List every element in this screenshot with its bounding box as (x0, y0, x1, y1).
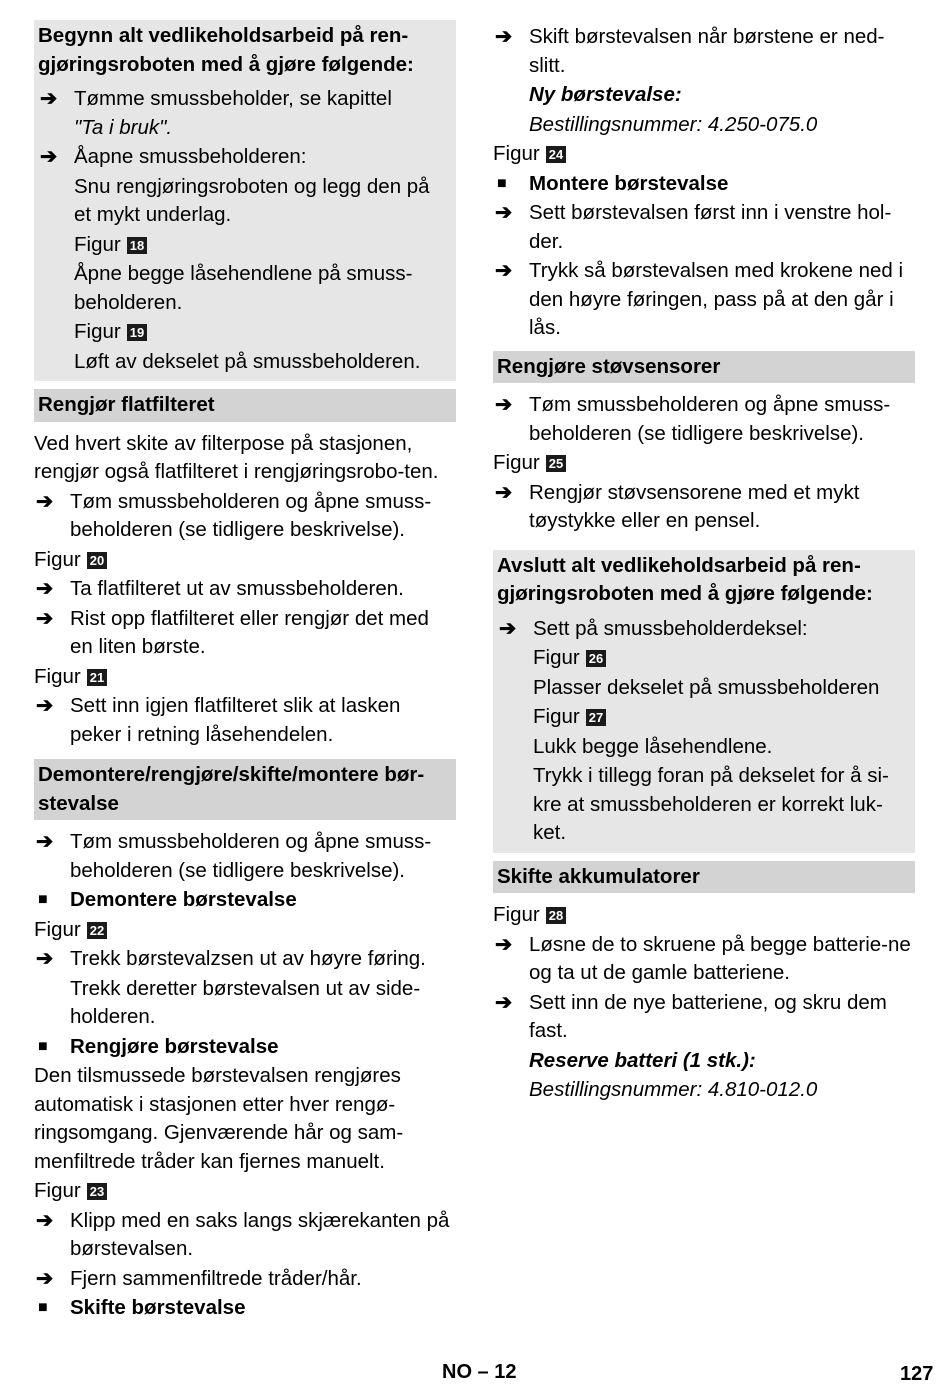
figure-reference: Figur 28 (493, 901, 915, 930)
order-number: Bestillingsnummer: 4.250-075.0 (529, 112, 818, 136)
figure-number-badge: 19 (127, 324, 147, 341)
arrow-icon: ➔ (40, 87, 58, 110)
arrow-icon: ➔ (495, 480, 513, 504)
paragraph: Ved hvert skite av filterpose på stasjonen, rengjør også flatfilteret i rengjøringsrobo-ten. (34, 431, 439, 483)
list-item: ➔ Tømme smussbeholder, se kapittel "Ta i bruk". (40, 87, 392, 139)
figure-reference: Figur 18 (38, 231, 452, 260)
square-bullet-icon: ■ (38, 891, 48, 908)
subheading-item: ■ Demontere børstevalse (34, 886, 456, 915)
figure-reference: Figur 26 (497, 644, 911, 673)
arrow-icon: ➔ (495, 932, 513, 956)
arrow-icon: ➔ (495, 25, 513, 48)
arrow-icon: ➔ (36, 947, 54, 970)
order-number: Bestillingsnummer: 4.810-012.0 (529, 1078, 818, 1101)
arrow-icon: ➔ (495, 990, 513, 1014)
maintenance-start-heading: Begynn alt vedlikeholdsarbeid på ren-gjøringsroboten med å gjøre følgende: (38, 24, 414, 76)
list-item: ➔ Tøm smussbeholderen og åpne smuss-beholderen (se tidligere beskrivelse). (36, 830, 432, 882)
maintenance-start-box (34, 20, 456, 381)
reserve-battery-label: Reserve batteri (1 stk.): (529, 1048, 756, 1072)
page-number: 127 (900, 1363, 934, 1385)
arrow-icon: ➔ (36, 830, 54, 853)
new-roller-label: Ny børstevalse: (529, 83, 682, 106)
figure-number-badge: 22 (87, 922, 107, 939)
list-item: ➔ Trykk så børstevalsen med krokene ned i den høyre føringen, pass på at den går i lås. (495, 259, 904, 339)
figure-number-badge: 18 (127, 237, 147, 254)
section-heading-flat-filter: Rengjør flatfilteret (34, 389, 456, 422)
list-item: ➔ Fjern sammenfiltrede tråder/hår. (34, 1265, 456, 1294)
list-item: ➔ Tøm smussbeholderen og åpne smuss-beholderen (se tidligere beskrivelse). (36, 489, 432, 541)
subheading-item: ■ Rengjøre børstevalse (34, 1033, 456, 1062)
square-bullet-icon: ■ (497, 174, 507, 192)
list-item: ➔ Åapne smussbeholderen: (38, 143, 452, 172)
section-heading-brush-roller: Demontere/rengjøre/skifte/montere bør-stevalse (34, 759, 456, 820)
subheading-item: ■ Skifte børstevalse (34, 1294, 456, 1323)
section-heading-batteries: Skifte akkumulatorer (493, 861, 915, 894)
figure-number-badge: 24 (546, 146, 566, 163)
figure-reference: Figur 24 (493, 140, 915, 169)
language-page-label: NO – 12 (442, 1361, 517, 1383)
instruction-text: Snu rengjøringsroboten og legg den på et mykt underlag. (74, 174, 430, 226)
list-item: ➔ Skift børstevalsen når børstene er ned-slitt. (495, 25, 885, 77)
figure-number-badge: 20 (87, 552, 107, 569)
list-item: ➔ Sett børstevalsen først inn i venstre hol-der. (495, 201, 892, 253)
list-item: ➔ Sett inn igjen flatfilteret slik at lasken peker i retning låsehendelen. (36, 694, 401, 746)
figure-reference: Figur 19 (38, 318, 452, 347)
figure-reference: Figur 27 (497, 703, 911, 732)
arrow-icon: ➔ (495, 201, 513, 224)
maintenance-end-heading: Avslutt alt vedlikeholdsarbeid på ren-gjøringsroboten med å gjøre følgende: (497, 553, 873, 605)
arrow-icon: ➔ (495, 393, 513, 416)
list-item: ➔ Ta flatfilteret ut av smussbeholderen. (34, 575, 456, 604)
arrow-icon: ➔ (36, 577, 54, 600)
instruction-text: Plasser dekselet på smussbeholderen (533, 675, 880, 699)
square-bullet-icon: ■ (38, 1037, 48, 1055)
chapter-reference: "Ta i bruk". (74, 115, 173, 139)
figure-number-badge: 21 (87, 669, 107, 686)
figure-number-badge: 26 (586, 650, 606, 667)
figure-reference: Figur 21 (34, 663, 456, 692)
maintenance-end-box (493, 550, 915, 853)
list-item: ➔ Løsne de to skruene på begge batterie-ne og ta ut de gamle batteriene. (495, 932, 911, 984)
arrow-icon: ➔ (495, 259, 513, 282)
arrow-icon: ➔ (36, 489, 54, 513)
list-item: ➔ Rist opp flatfilteret eller rengjør det med en liten børste. (36, 606, 429, 658)
list-item: ➔ Sett inn de nye batteriene, og skru dem fast. (495, 990, 887, 1042)
figure-number-badge: 23 (87, 1183, 107, 1200)
instruction-text: Trykk i tillegg foran på dekselet for å si-kre at smussbeholderen er korrekt luk-ket. (533, 764, 889, 844)
arrow-icon: ➔ (499, 616, 517, 640)
arrow-icon: ➔ (36, 606, 54, 630)
list-item: ➔ Tøm smussbeholderen og åpne smuss-beholderen (se tidligere beskrivelse). (495, 393, 891, 445)
instruction-text: Trekk deretter børstevalsen ut av side-holderen. (70, 976, 421, 1028)
arrow-icon: ➔ (36, 1266, 54, 1290)
figure-number-badge: 25 (546, 455, 566, 472)
paragraph: Den tilsmussede børstevalsen rengjøres automatisk i stasjonen etter hver rengø-ringsomgang. Gjenværende hår og sam-menfiltrede tråder kan fjernes manuelt. (34, 1064, 404, 1173)
list-item: ➔ Sett på smussbeholderdeksel: (497, 615, 911, 644)
figure-reference: Figur 20 (34, 546, 456, 575)
figure-number-badge: 28 (546, 907, 566, 924)
list-item: ➔ Trekk børstevalzsen ut av høyre føring. (34, 945, 456, 974)
figure-reference: Figur 22 (34, 916, 456, 945)
right-column (493, 22, 915, 1106)
instruction-text: Løft av dekselet på smussbeholderen. (74, 349, 421, 373)
arrow-icon: ➔ (36, 1208, 54, 1232)
instruction-text: Åpne begge låsehendlene på smuss-beholderen. (74, 262, 413, 314)
left-column (34, 20, 456, 1324)
figure-reference: Figur 23 (34, 1177, 456, 1206)
subheading-item: ■ Montere børstevalse (493, 170, 915, 199)
section-heading-dust-sensors: Rengjøre støvsensorer (493, 351, 915, 384)
figure-reference: Figur 25 (493, 449, 915, 478)
arrow-icon: ➔ (40, 145, 58, 168)
instruction-text: Lukk begge låsehendlene. (533, 734, 773, 758)
figure-number-badge: 27 (586, 709, 606, 726)
list-item: ➔ Rengjør støvsensorene med et mykt tøystykke eller en pensel. (495, 480, 860, 532)
arrow-icon: ➔ (36, 694, 54, 717)
square-bullet-icon: ■ (38, 1299, 48, 1316)
list-item: ➔ Klipp med en saks langs skjærekanten på børstevalsen. (36, 1208, 450, 1260)
